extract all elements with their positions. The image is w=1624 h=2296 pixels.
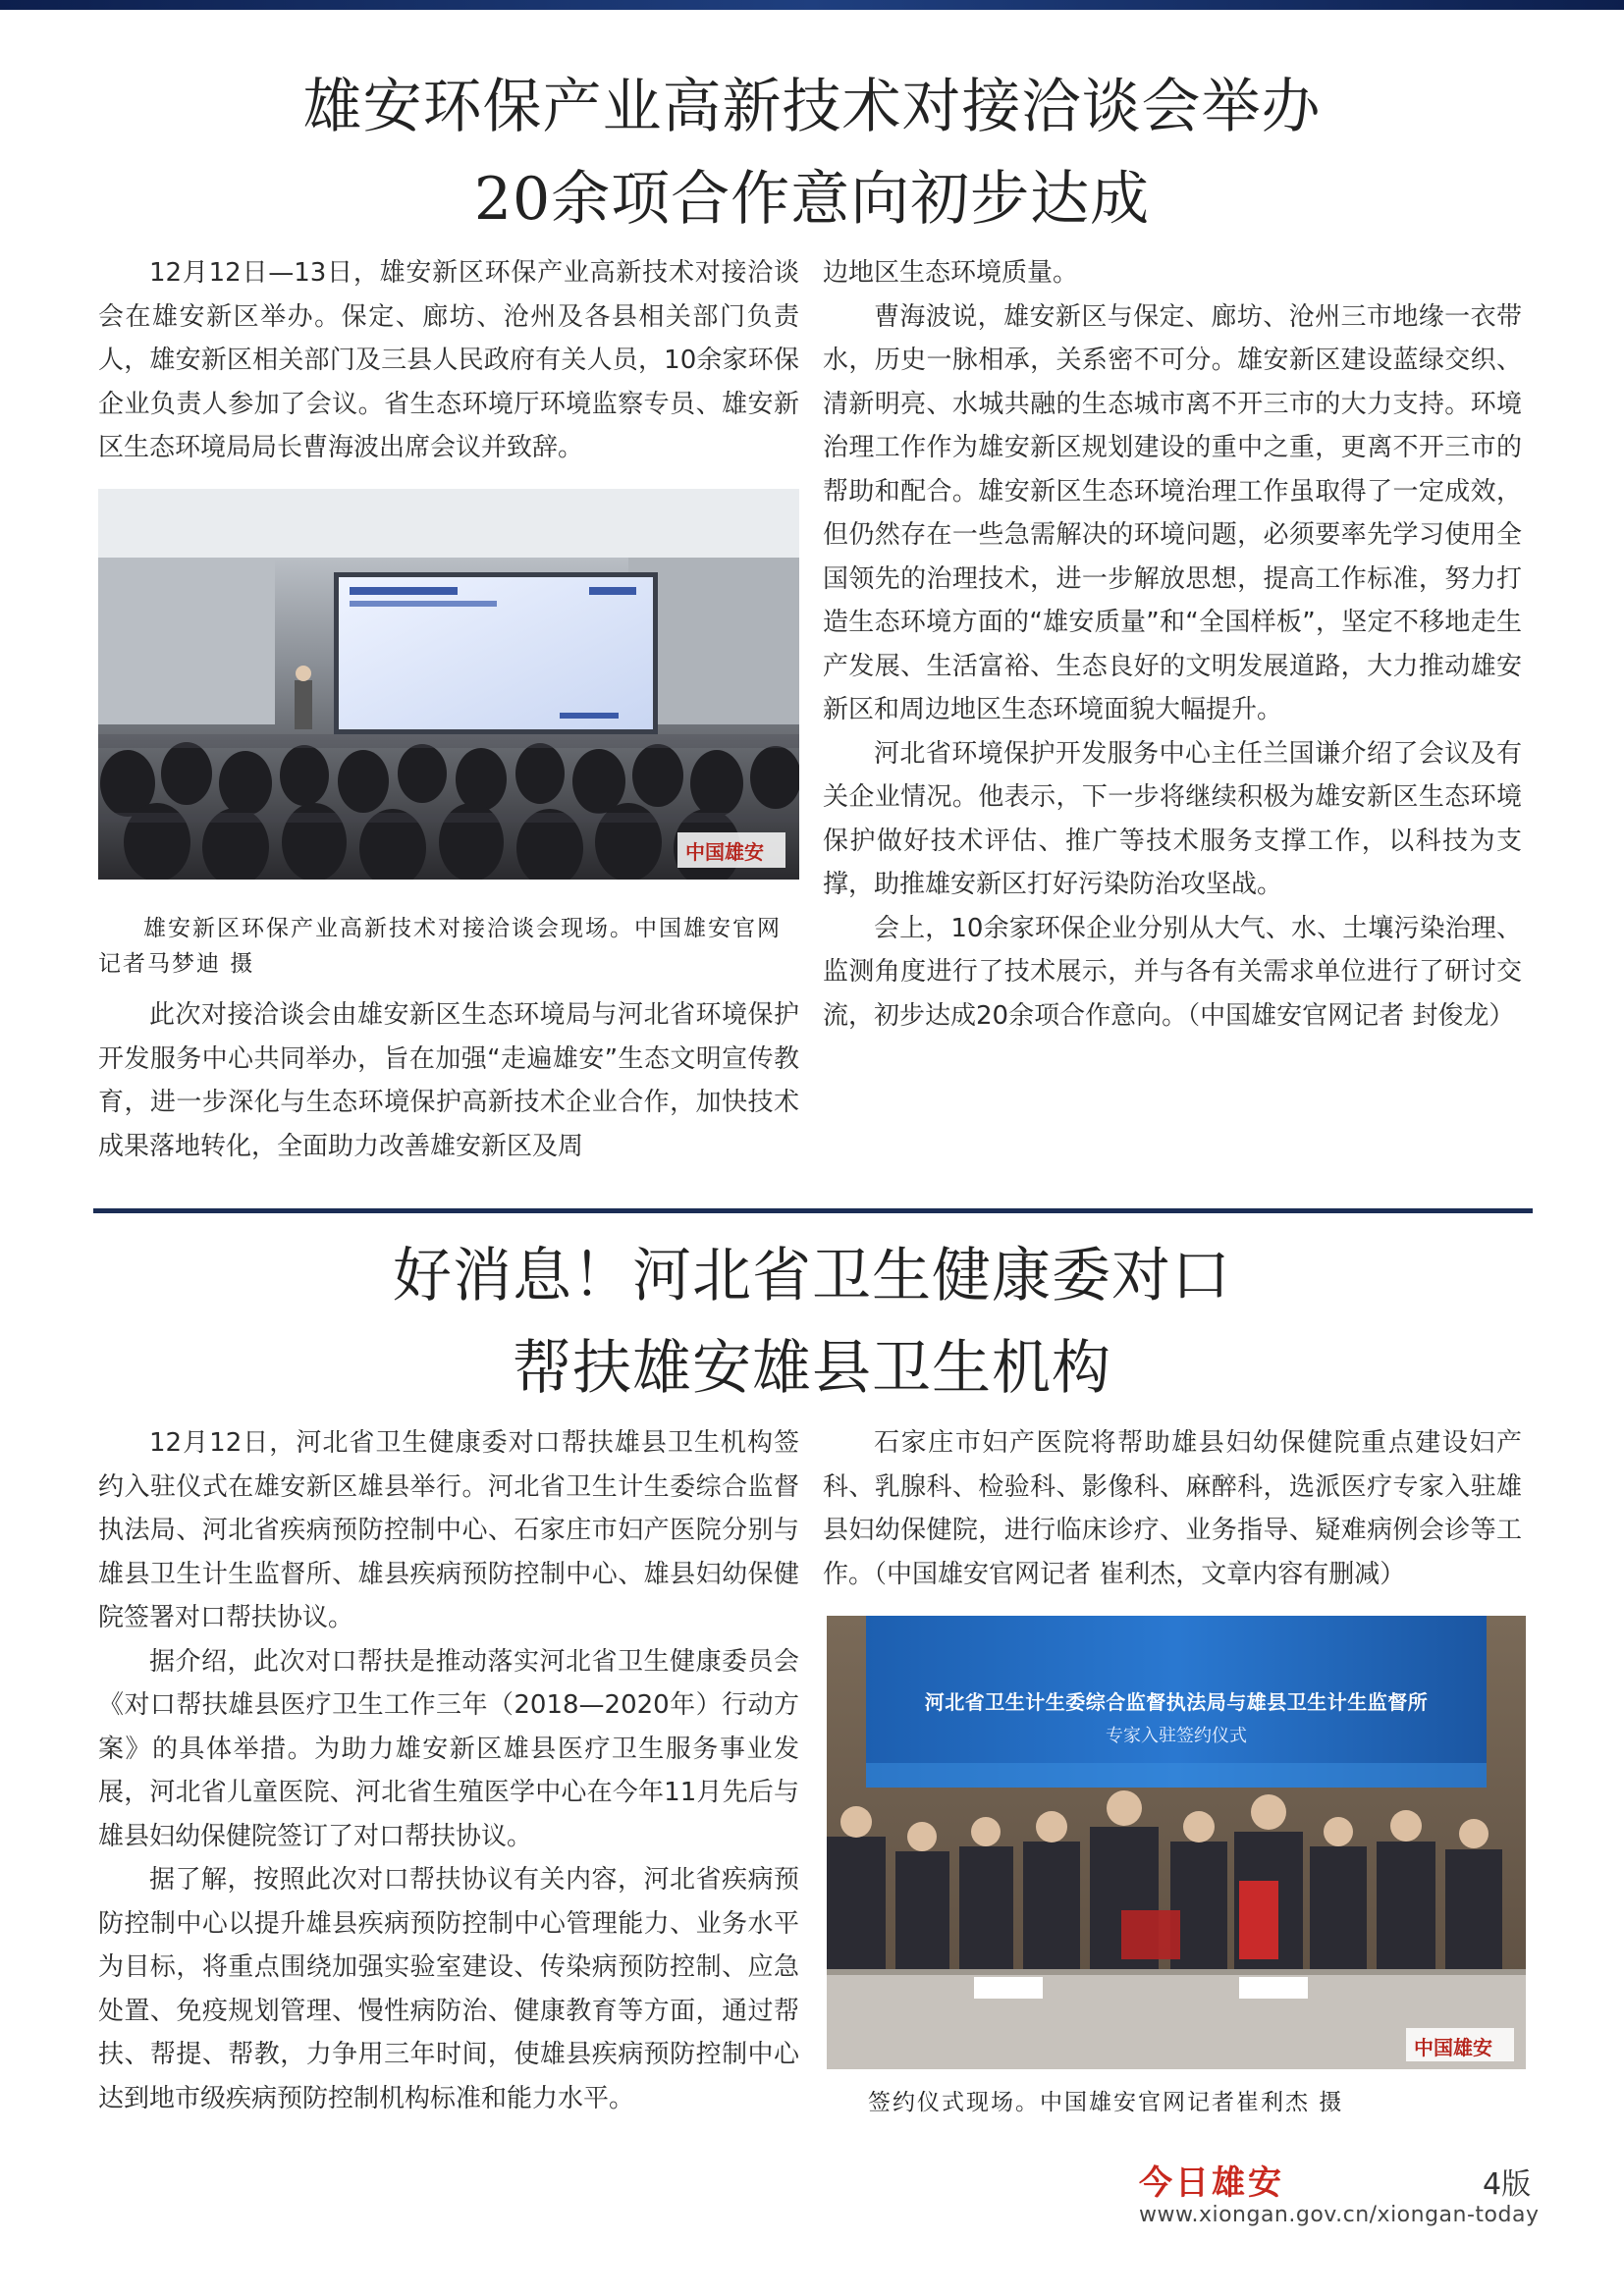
article1-paragraph: 曹海波说，雄安新区与保定、廊坊、沧州三市地缘一衣带水，历史一脉相承，关系密不可分。雄安新区建设蓝绿交织、清新明亮、水城共融的生态城市离不开三市的大力支持。环境治理工作作为雄安新区规划建设的重中之重，更离不开三市的帮助和配合。雄安新区生态环境治理工作虽取得了一定成效，但仍然存在一些急需解决的环境问题，必须要率先学习使用全国领先的治理技术，进一步解放思想，提高工作标准，努力打造生态环境方面的“雄安质量”和“全国样板”，坚定不移地走生产发展、生活富裕、生态良好的文明发展道路，大力推动雄安新区和周边地区生态环境面貌大幅提升。 [823,301,1522,724]
article1-title-line2: 20余项合作意向初步达成 [473,165,1151,234]
article1-paragraph: 此次对接洽谈会由雄安新区生态环境局与河北省环境保护开发服务中心共同举办，旨在加强“走遍雄安”生态文明宣传教育，进一步深化与生态环境保护高新技术企业合作，加快技术成果落地转化，全面助力改善雄安新区及周 [98,1000,799,1161]
photo-banner-text: 河北省卫生计生委综合监督执法局与雄县卫生计生监督所 [924,1690,1429,1714]
article1-paragraph: 河北省环境保护开发服务中心主任兰国谦介绍了会议及有关企业情况。他表示，下一步将继续积极为雄安新区生态环境保护做好技术评估、推广等技术服务支撑工作，以科技为支撑，助推雄安新区打好污染防治攻坚战。 [823,738,1522,899]
article2-left-column [98,1421,799,2120]
article1-paragraph: 12月12日—13日，雄安新区环保产业高新技术对接洽谈会在雄安新区举办。保定、廊坊、沧州及各县相关部门负责人，雄安新区相关部门及三县人民政府有关人员，10余家环保企业负责人参加了会议。省生态环境厅环境监察专员、雄安新区生态环境局局长曹海波出席会议并致辞。 [98,258,799,462]
footer-url: www.xiongan.gov.cn/xiongan-today [1139,2203,1540,2227]
article2-photo [827,1616,1526,2069]
article1-paragraph: 边地区生态环境质量。 [823,258,1079,288]
article2-paragraph: 据介绍，此次对口帮扶是推动落实河北省卫生健康委员会《对口帮扶雄县医疗卫生工作三年（2018—2020年）行动方案》的具体举措。为助力雄安新区雄县医疗卫生服务事业发展，河北省儿童医院、河北省生殖医学中心在今年11月先后与雄县妇幼保健院签订了对口帮扶协议。 [98,1646,799,1851]
article1-title-line1: 雄安环保产业高新技术对接洽谈会举办 [302,73,1322,141]
article2-title-line1: 好消息！河北省卫生健康委对口 [393,1242,1231,1310]
article1-left-column-top [98,251,799,470]
article1-right-column [823,251,1522,1038]
article1-photo-caption: 雄安新区环保产业高新技术对接洽谈会现场。中国雄安官网记者马梦迪 摄 [98,916,782,977]
article1-paragraph: 会上，10余家环保企业分别从大气、水、土壤污染治理、监测角度进行了技术展示，并与各有关需求单位进行了研讨交流，初步达成20余项合作意向。（中国雄安官网记者 封俊龙） [823,913,1522,1031]
footer-brand-logo: 今日雄安 [1139,2163,1284,2203]
article1-left-column-bottom [98,993,799,1168]
photo-banner-subtext: 专家入驻签约仪式 [1106,1726,1247,1746]
photo-watermark: 中国雄安 [685,840,764,864]
article1-title [0,61,1624,245]
section-divider [93,1208,1533,1213]
article1-photo [98,489,799,880]
page-number: 4版 [1483,2167,1532,2202]
top-accent-bar [0,0,1624,10]
article2-title [0,1230,1624,1415]
article2-title-line2: 帮扶雄安雄县卫生机构 [513,1334,1111,1403]
article2-paragraph: 据了解，按照此次对口帮扶协议有关内容，河北省疾病预防控制中心以提升雄县疾病预防控制中心管理能力、业务水平为目标，将重点围绕加强实验室建设、传染病预防控制、应急处置、免疫规划管理、慢性病防治、健康教育等方面，通过帮扶、帮提、帮教，力争用三年时间，使雄县疾病预防控制中心达到地市级疾病预防控制机构标准和能力水平。 [98,1865,799,2113]
photo-watermark: 中国雄安 [1414,2036,1492,2059]
article2-right-column [823,1421,1522,1596]
article2-paragraph: 石家庄市妇产医院将帮助雄县妇幼保健院重点建设妇产科、乳腺科、检验科、影像科、麻醉科，选派医疗专家入驻雄县妇幼保健院，进行临床诊疗、业务指导、疑难病例会诊等工作。（中国雄安官网记者 崔利杰，文章内容有删减） [823,1428,1522,1589]
article2-photo-caption: 签约仪式现场。中国雄安官网记者崔利杰 摄 [868,2090,1344,2115]
article2-paragraph: 12月12日，河北省卫生健康委对口帮扶雄县卫生机构签约入驻仪式在雄安新区雄县举行。河北省卫生计生委综合监督执法局、河北省疾病预防控制中心、石家庄市妇产医院分别与雄县卫生计生监督所、雄县疾病预防控制中心、雄县妇幼保健院签署对口帮扶协议。 [98,1428,799,1632]
